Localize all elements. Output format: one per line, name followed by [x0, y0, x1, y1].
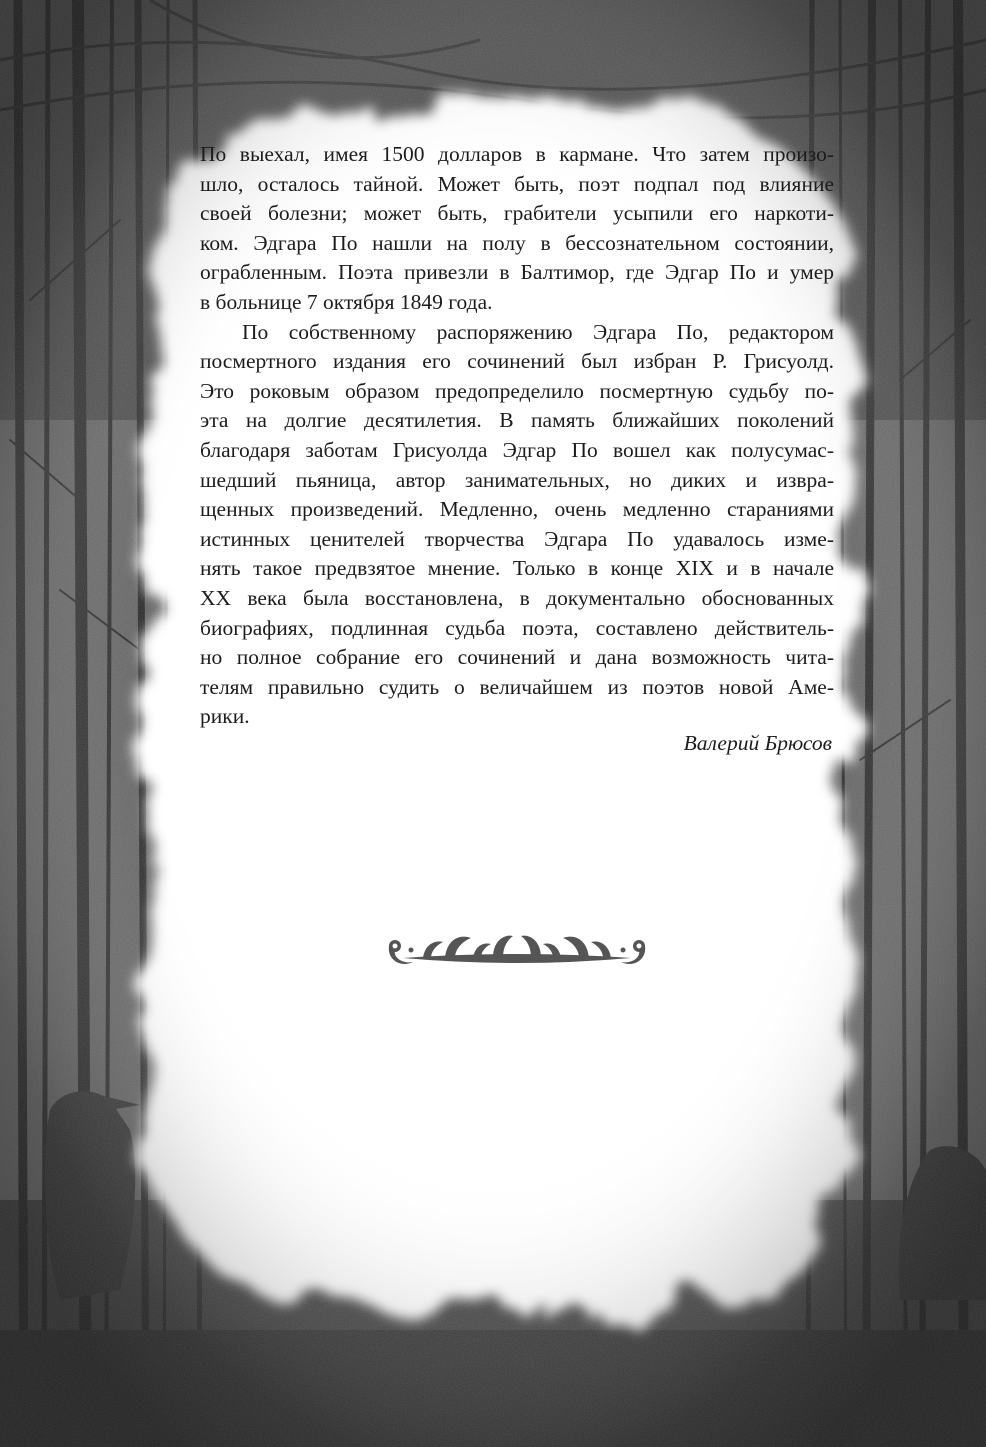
text-line: но полное собрание его сочинений и дана возможность чита- — [200, 645, 834, 670]
text-line: биографиях, подлинная судьба поэта, составлено действитель- — [200, 615, 834, 640]
paragraph — [200, 140, 834, 318]
author-signature: Валерий Брюсов — [683, 731, 832, 755]
text-line: посмертного издания его сочинений был избран Р. Грисуолд. — [200, 349, 834, 374]
text-line: шедший пьяница, автор занимательных, но диких и извра- — [200, 467, 834, 492]
text-line: По выехал, имея 1500 долларов в кармане. Что затем произо- — [200, 142, 834, 166]
text-line: ограбленным. Поэта привезли в Балтимор, где Эдгар По и умер — [200, 260, 834, 285]
text-line: истинных ценителей творчества Эдгара По удавалось изме- — [200, 526, 834, 551]
text-line: Это роковым образом предопределило посмертную судьбу по- — [200, 378, 834, 403]
body-text — [200, 140, 834, 732]
text-line: рики. — [200, 704, 250, 729]
text-line: XX века была восстановлена, в документально обоснованных — [200, 585, 834, 610]
text-line: ком. Эдгара По нашли на полу в бессознательном состоянии, — [200, 230, 834, 255]
flourish-divider-icon — [383, 928, 651, 974]
text-line: телям правильно судить о величайшем из поэтов новой Аме- — [200, 674, 834, 699]
text-line: шло, осталось тайной. Может быть, поэт подпал под влияние — [200, 171, 834, 196]
text-line: в больнице 7 октября 1849 года. — [200, 289, 493, 314]
text-line: своей болезни; может быть, грабители усыпили его наркоти- — [200, 201, 834, 226]
text-line: эта на долгие десятилетия. В память ближайших поколений — [200, 408, 834, 433]
text-line: По собственному распоряжению Эдгара По, редактором — [242, 319, 834, 344]
text-line: щенных произведений. Медленно, очень медленно стараниями — [200, 497, 834, 522]
text-line: нять такое предвзятое мнение. Только в конце XIX и в начале — [200, 556, 834, 581]
paragraph — [200, 318, 834, 732]
text-line: благодаря заботам Грисуолда Эдгар По вошел как полусумас- — [200, 437, 834, 462]
